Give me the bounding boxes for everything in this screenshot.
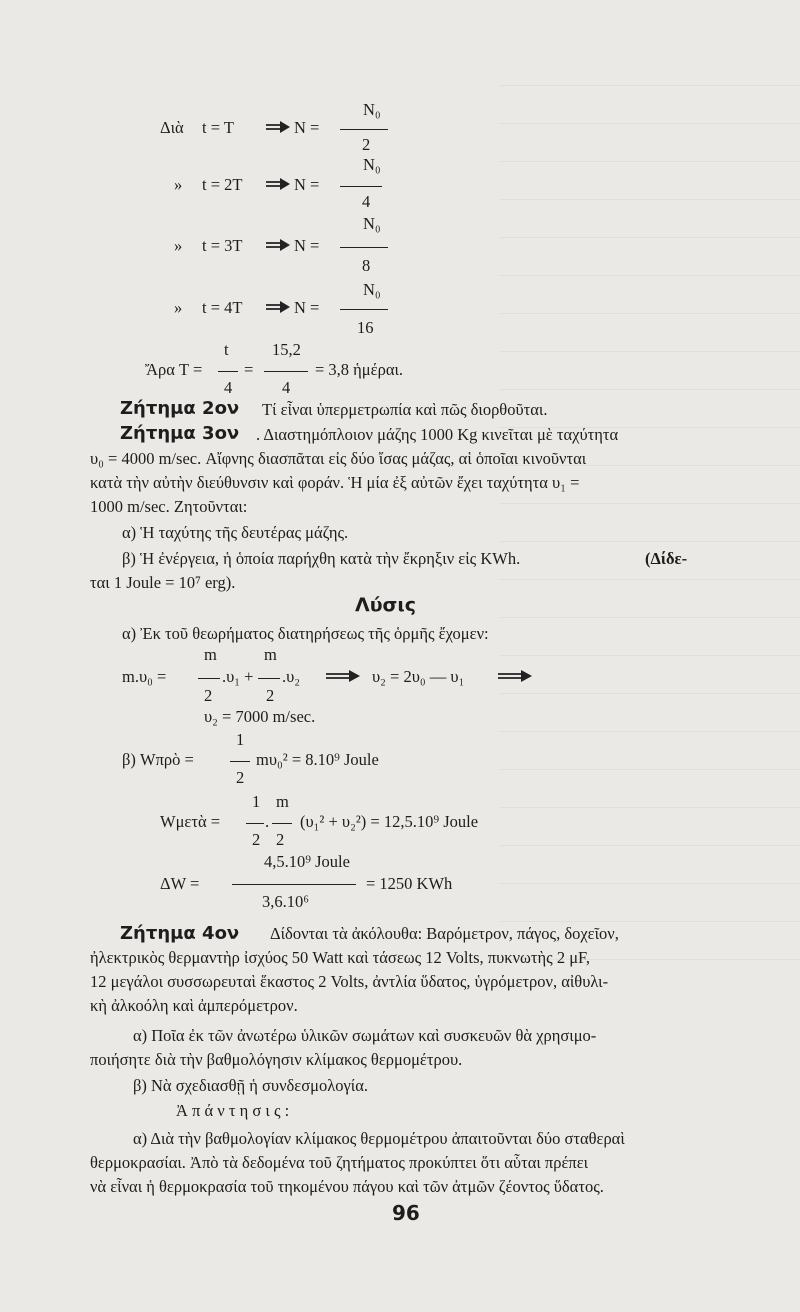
fraction-bar (258, 678, 280, 679)
eq-t-3T: t = 3T (202, 236, 243, 255)
n0-numerator: N₀ (363, 280, 381, 299)
page-number: 96 (392, 1201, 420, 1225)
problem-2-text: Τί εἶναι ὑπερμετρωπία καὶ πῶς διορθοῦται. (262, 400, 548, 419)
w-after-right: (υ₁² + υ₂²) = 12,5.10⁹ Joule (300, 812, 479, 831)
denominator-16: 16 (357, 318, 374, 337)
problem-3-heading: Ζήτημα 3ον (120, 423, 240, 444)
frac-denominator-2: 2 (236, 768, 245, 787)
ditto-mark: » (174, 236, 183, 255)
implies-arrow-icon (266, 121, 290, 135)
ditto-mark: » (174, 175, 183, 194)
problem-4-line: Δίδονται τὰ ἀκόλουθα: Βαρόμετρον, πάγος, δοχεῖον, (270, 924, 619, 943)
problem-3-part-b: β) Ἡ ἐνέργεια, ἡ ὁποία παρήχθη κατὰ τὴν ἔκρηξιν εἰς KWh. (122, 549, 521, 568)
fraction-bar (340, 186, 382, 187)
solution-heading: Λύσις (355, 594, 416, 616)
fraction-bar (340, 309, 388, 310)
frac-numerator-15-2: 15,2 (272, 340, 301, 359)
solution-part-a-intro: α) Ἐκ τοῦ θεωρήματος διατηρήσεως τῆς ὁρμῆς ἔχομεν: (122, 624, 489, 643)
frac-denominator-2: 2 (266, 686, 275, 705)
problem-3-line: κατὰ τὴν αὐτὴν διεύθυνσιν καὶ φοράν. Ἡ μία ἐξ αὐτῶν ἔχει ταχύτητα υ₁ = (90, 473, 580, 492)
momentum-eq-term: .υ₂ (282, 667, 301, 686)
denominator-4: 4 (362, 192, 371, 211)
problem-3-part-a: α) Ἡ ταχύτης τῆς δευτέρας μάζης. (122, 523, 349, 542)
implies-arrow-icon (266, 178, 290, 192)
frac-numerator-t: t (224, 340, 229, 359)
problem-3-note: ται 1 Joule = 10⁷ erg). (90, 573, 236, 592)
fraction-bar (230, 761, 250, 762)
frac-numerator-m: m (204, 645, 217, 664)
momentum-eq-term: .υ₁ + (222, 667, 254, 686)
fraction-bar (340, 129, 388, 130)
dot-operator: . (265, 812, 270, 831)
frac-denominator-2: 2 (252, 830, 261, 849)
fraction-bar (198, 678, 220, 679)
fraction-bar (246, 823, 264, 824)
problem-3-line: 1000 m/sec. Ζητοῦνται: (90, 497, 248, 516)
eq-t-4T: t = 4T (202, 298, 243, 317)
implies-arrow-icon (326, 670, 360, 684)
fraction-bar (340, 247, 388, 248)
n-equals: N = (294, 118, 320, 137)
frac-denominator-2: 2 (276, 830, 285, 849)
problem-3-note-bold: (Δίδε- (645, 549, 688, 568)
w-after-left: Wμετὰ = (160, 812, 221, 831)
problem-4-line: ἠλεκτρικὸς θερμαντὴρ ἰσχύος 50 Watt καὶ τάσεως 12 Volts, πυκνωτὴς 2 μF, (90, 948, 591, 967)
problem-4-part-b: β) Νὰ σχεδιασθῇ ἡ συνδεσμολογία. (133, 1076, 368, 1095)
n0-numerator: N₀ (363, 155, 381, 174)
frac-numerator-1: 1 (252, 792, 261, 811)
fraction-bar (218, 371, 238, 372)
u2-result: υ₂ = 7000 m/sec. (204, 707, 316, 726)
momentum-eq-left: m.υ₀ = (122, 667, 167, 686)
denominator-2: 2 (362, 135, 371, 154)
delta-w-left: ΔW = (160, 874, 200, 893)
problem-3-line: . Διαστημόπλοιον μάζης 1000 Kg κινεῖται μὲ ταχύτητα (256, 425, 619, 444)
frac-denominator-4: 4 (224, 378, 233, 397)
problem-4-line: κὴ ἀλκοόλη καὶ ἀμπερόμετρον. (90, 996, 298, 1015)
problem-3-line: υ₀ = 4000 m/sec. Αἴφνης διασπᾶται εἰς δύο ἴσας μάζας, αἱ ὁποῖαι κινοῦνται (90, 449, 587, 468)
problem-4-part-a: α) Ποῖα ἐκ τῶν ἀνωτέρω ὑλικῶν σωμάτων καὶ συσκευῶν θὰ χρησιμο- (133, 1026, 597, 1045)
denominator-8: 8 (362, 256, 371, 275)
momentum-eq-right: υ₂ = 2υ₀ — υ₁ (372, 667, 465, 686)
n-equals: N = (294, 298, 320, 317)
fraction-bar (264, 371, 308, 372)
fraction-bar (272, 823, 292, 824)
dia-word: Διὰ (160, 118, 184, 137)
answer-line: νὰ εἶναι ἡ θερμοκρασία τοῦ τηκομένου πάγου καὶ τῶν ἀτμῶν ζέοντος ὕδατος. (90, 1177, 604, 1196)
frac-denominator-2: 2 (204, 686, 213, 705)
eq-t-2T: t = 2T (202, 175, 243, 194)
eq-t-T: t = T (202, 118, 234, 137)
frac-numerator-1: 1 (236, 730, 245, 749)
answer-line: α) Διὰ τὴν βαθμολογίαν κλίμακος θερμομέτρου ἀπαιτοῦνται δύο σταθεραὶ (133, 1129, 625, 1148)
ara-T: Ἄρα T = (145, 360, 203, 379)
w-before-right: mυ₀² = 8.10⁹ Joule (256, 750, 379, 769)
result-days: = 3,8 ἡμέραι. (315, 360, 404, 379)
problem-4-heading: Ζήτημα 4ον (120, 923, 240, 944)
n0-numerator: N₀ (363, 100, 381, 119)
equals-sign: = (244, 360, 254, 379)
delta-w-denominator: 3,6.10⁶ (262, 892, 310, 911)
answer-line: θερμοκρασίαι. Ἀπὸ τὰ δεδομένα τοῦ ζητήματος προκύπτει ὅτι αὗται πρέπει (90, 1153, 589, 1172)
n-equals: N = (294, 175, 320, 194)
delta-w-numerator: 4,5.10⁹ Joule (264, 852, 350, 871)
n-equals: N = (294, 236, 320, 255)
frac-numerator-m: m (276, 792, 289, 811)
problem-4-line: 12 μεγάλοι συσσωρευταὶ ἕκαστος 2 Volts, ἀντλία ὕδατος, ὑγρόμετρον, αἰθυλι- (90, 972, 609, 991)
implies-arrow-icon (266, 239, 290, 253)
w-before-left: β) Wπρὸ = (122, 750, 194, 769)
fraction-bar (232, 884, 356, 885)
answer-heading: Ἀ π ά ν τ η σ ι ς : (176, 1101, 290, 1120)
ditto-mark: » (174, 298, 183, 317)
problem-2-heading: Ζήτημα 2ον (120, 398, 240, 419)
frac-denominator-4: 4 (282, 378, 291, 397)
show-through-shadow (500, 60, 800, 960)
implies-arrow-icon (266, 301, 290, 315)
implies-arrow-icon (498, 670, 532, 684)
frac-numerator-m: m (264, 645, 277, 664)
problem-4-part-a-cont: ποιήσητε διὰ τὴν βαθμολόγησιν κλίμακος θερμομέτρου. (90, 1050, 463, 1069)
n0-numerator: N₀ (363, 214, 381, 233)
delta-w-right: = 1250 KWh (366, 874, 453, 893)
